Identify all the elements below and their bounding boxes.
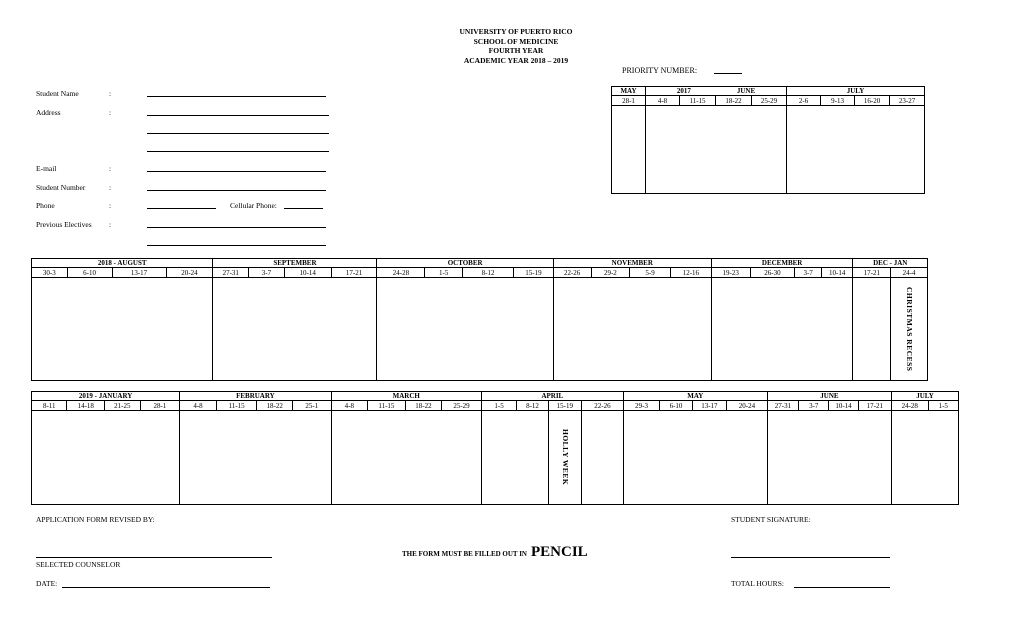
april-block[interactable] — [481, 410, 548, 504]
june-block[interactable] — [646, 105, 787, 193]
week-cell: 18-22 — [405, 401, 442, 410]
week-cell: 10-14 — [821, 268, 853, 277]
month-august: 2018 - AUGUST — [32, 259, 213, 268]
month-june: JUNE — [767, 392, 891, 401]
summer-calendar — [611, 86, 925, 194]
september-block[interactable] — [213, 277, 377, 380]
week-cell: 27-31 — [767, 401, 798, 410]
week-cell: 15-19 — [514, 268, 554, 277]
week-cell: 27-31 — [213, 268, 249, 277]
week-cell: 11-15 — [680, 96, 716, 105]
email-field[interactable] — [147, 171, 326, 172]
week-cell: 28-1 — [612, 96, 646, 105]
email-label: E-mail — [36, 164, 57, 173]
week-cell: 1-5 — [481, 401, 516, 410]
dec-jan-block[interactable] — [853, 277, 891, 380]
january-block[interactable] — [32, 410, 180, 504]
week-cell: 26-30 — [750, 268, 795, 277]
colon: : — [109, 164, 112, 173]
week-cell: 21-25 — [105, 401, 140, 410]
week-cell: 3-7 — [799, 401, 829, 410]
week-cell: 2-6 — [787, 96, 821, 105]
week-cell: 19-23 — [711, 268, 750, 277]
student-signature-label: STUDENT SIGNATURE: — [731, 515, 811, 524]
student-number-label: Student Number — [36, 183, 86, 192]
colon: : — [109, 201, 112, 210]
pencil-notice — [402, 543, 588, 561]
week-cell: 20-24 — [166, 268, 213, 277]
week-cell: 10-14 — [829, 401, 858, 410]
student-name-field[interactable] — [147, 96, 326, 97]
address-field-2[interactable] — [147, 133, 329, 134]
week-cell: 14-18 — [67, 401, 105, 410]
month-february: FEBRUARY — [180, 392, 331, 401]
week-cell: 22-26 — [582, 401, 624, 410]
week-cell: 18-22 — [716, 96, 752, 105]
august-block[interactable] — [32, 277, 213, 380]
week-cell: 25-29 — [752, 96, 787, 105]
month-dec-jan: DEC - JAN — [853, 259, 928, 268]
header-school: SCHOOL OF MEDICINE — [473, 36, 559, 46]
header-year-level: FOURTH YEAR — [488, 46, 544, 55]
may-block[interactable] — [612, 105, 646, 193]
month-may: MAY — [623, 392, 767, 401]
month-june — [646, 87, 787, 96]
week-cell: 8-12 — [463, 268, 514, 277]
week-cell: 20-24 — [727, 401, 768, 410]
student-number-field[interactable] — [147, 190, 326, 191]
november-block[interactable] — [553, 277, 711, 380]
week-cell: 24-28 — [892, 401, 929, 410]
address-field-1[interactable] — [147, 115, 329, 116]
christmas-recess-label: CHRISTMAS RECESS — [905, 286, 915, 372]
previous-electives-label: Previous Electives — [36, 220, 92, 229]
week-cell: 17-21 — [853, 268, 891, 277]
address-field-3[interactable] — [147, 151, 329, 152]
week-cell: 11-15 — [216, 401, 257, 410]
student-signature-line[interactable] — [731, 557, 890, 558]
week-cell: 25-1 — [292, 401, 331, 410]
date-field[interactable] — [62, 587, 270, 588]
week-cell: 4-8 — [646, 96, 680, 105]
week-cell: 17-21 — [331, 268, 377, 277]
week-cell: 28-1 — [140, 401, 180, 410]
cellular-phone-field[interactable] — [284, 208, 323, 209]
month-july: JULY — [787, 87, 925, 96]
previous-electives-field-2[interactable] — [147, 245, 326, 246]
week-cell: 24-28 — [377, 268, 425, 277]
may-block[interactable] — [623, 410, 767, 504]
june-block[interactable] — [767, 410, 891, 504]
week-cell: 29-2 — [591, 268, 630, 277]
header-university: UNIVERSITY OF PUERTO RICO — [459, 27, 573, 36]
previous-electives-field-1[interactable] — [147, 227, 326, 228]
colon: : — [109, 183, 112, 192]
week-cell: 11-15 — [368, 401, 406, 410]
month-october: OCTOBER — [377, 259, 553, 268]
cellular-phone-label: Cellular Phone: — [230, 201, 277, 210]
header-academic-year: ACADEMIC YEAR 2018 – 2019 — [463, 55, 569, 65]
month-september: SEPTEMBER — [213, 259, 377, 268]
week-cell: 22-26 — [553, 268, 591, 277]
holy-week-block — [548, 410, 581, 504]
phone-field[interactable] — [147, 208, 216, 209]
month-november: NOVEMBER — [553, 259, 711, 268]
week-cell: 1-5 — [425, 268, 463, 277]
colon: : — [109, 108, 112, 117]
week-cell: 6-10 — [660, 401, 692, 410]
christmas-recess-block — [891, 277, 928, 380]
week-cell: 13-17 — [112, 268, 166, 277]
holy-week-label: HOLLY WEEK — [560, 429, 570, 486]
month-may: MAY — [612, 87, 646, 96]
selected-counselor-label: SELECTED COUNSELOR — [36, 560, 121, 569]
total-hours-field[interactable] — [794, 587, 890, 588]
priority-number-label: PRIORITY NUMBER: — [622, 66, 698, 75]
week-cell: 9-13 — [821, 96, 855, 105]
phone-label: Phone — [36, 201, 55, 210]
counselor-signature-line[interactable] — [36, 557, 272, 558]
week-cell: 25-29 — [442, 401, 482, 410]
week-cell: 15-19 — [548, 401, 581, 410]
year-2017: 2017 — [676, 87, 691, 96]
colon: : — [109, 89, 112, 98]
month-december: DECEMBER — [711, 259, 853, 268]
total-hours-label: TOTAL HOURS: — [731, 579, 784, 588]
pencil-notice-text: THE FORM MUST BE FILLED OUT IN — [402, 550, 527, 558]
month-april: APRIL — [481, 392, 623, 401]
week-cell: 24-4 — [891, 268, 928, 277]
revised-by-label: APPLICATION FORM REVISED BY: — [36, 515, 155, 524]
week-cell: 29-3 — [623, 401, 660, 410]
week-cell: 4-8 — [180, 401, 217, 410]
week-cell: 3-7 — [249, 268, 285, 277]
month-july: JULY — [892, 392, 959, 401]
student-name-label: Student Name — [36, 89, 79, 98]
october-block[interactable] — [377, 277, 553, 380]
week-cell: 3-7 — [795, 268, 822, 277]
week-cell: 1-5 — [928, 401, 958, 410]
month-january: 2019 - JANUARY — [32, 392, 180, 401]
week-cell: 23-27 — [890, 96, 925, 105]
week-cell: 8-11 — [32, 401, 67, 410]
week-cell: 6-10 — [67, 268, 112, 277]
week-cell: 8-12 — [517, 401, 548, 410]
month-march: MARCH — [331, 392, 481, 401]
week-cell: 5-9 — [630, 268, 671, 277]
week-cell: 10-14 — [284, 268, 331, 277]
week-cell: 17-21 — [858, 401, 891, 410]
march-block[interactable] — [331, 410, 481, 504]
form-header — [400, 27, 632, 65]
date-label: DATE: — [36, 579, 58, 588]
february-block[interactable] — [180, 410, 331, 504]
pencil-word: PENCIL — [531, 544, 588, 560]
calendar-2019 — [31, 391, 959, 505]
calendar-2018 — [31, 258, 928, 381]
week-cell: 13-17 — [692, 401, 726, 410]
april-late-block[interactable] — [582, 410, 624, 504]
week-cell: 4-8 — [331, 401, 368, 410]
priority-number-field[interactable] — [714, 73, 742, 74]
colon: : — [109, 220, 112, 229]
december-block[interactable] — [711, 277, 853, 380]
week-cell: 30-3 — [32, 268, 68, 277]
address-label: Address — [36, 108, 61, 117]
week-cell: 18-22 — [257, 401, 292, 410]
june-label: JUNE — [736, 87, 756, 96]
july-block[interactable] — [892, 410, 959, 504]
week-cell: 16-20 — [855, 96, 890, 105]
week-cell: 12-16 — [670, 268, 711, 277]
july-block[interactable] — [787, 105, 925, 193]
